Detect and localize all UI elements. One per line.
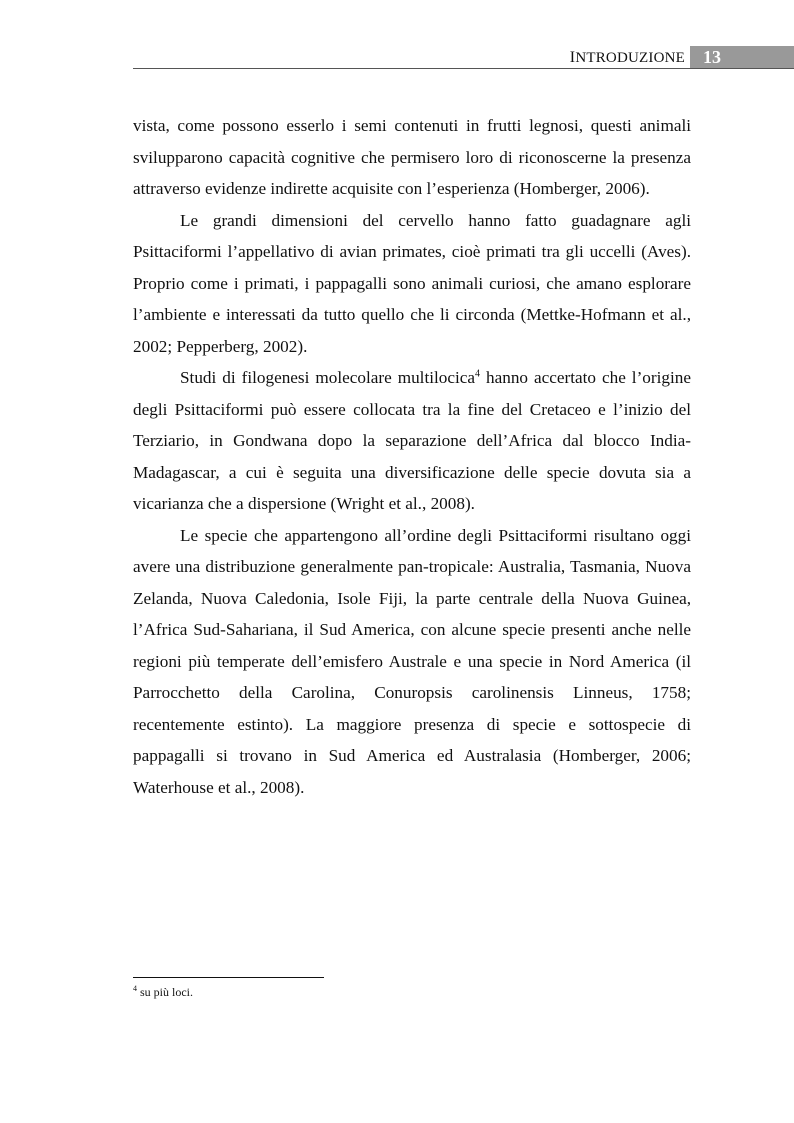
footnote-text: su più loci.	[137, 985, 193, 999]
footnote	[133, 985, 193, 1000]
page-number: 13	[703, 47, 721, 67]
header-title-initial: I	[569, 49, 576, 66]
paragraph-2: Le grandi dimensioni del cervello hanno fatto guadagnare agli Psittaciformi l’appellativo di avian primates, cioè primati tra gli uccelli (Aves). Proprio come i primati, i pappagalli sono animali curiosi, che amano esplorare l’ambiente e interessati da tutto quello che li circonda (Mettke-Hofmann et al., 2002; Pepperberg, 2002).	[133, 210, 691, 356]
page-number-box	[690, 46, 794, 68]
paragraph-3	[133, 362, 691, 520]
paragraph-4: Le specie che appartengono all’ordine degli Psittaciformi risultano oggi avere una distribuzione generalmente pan-tropicale: Australia, Tasmania, Nuova Zelanda, Nuova Caledonia, Isole Fiji, la parte centrale della Nuova Guinea, l’Africa Sud-Sahariana, il Sud America, con alcune specie presenti anche nelle regioni più temperate dell’emisfero Australe e una specie in Nord America (il Parrocchetto della Carolina, Conuropsis carolinensis Linneus, 1758; recentemente estinto). La maggiore presenza di specie e sottospecie di pappagalli si trovano in Sud America ed Australasia (Homberger, 2006; Waterhouse et al., 2008).	[133, 525, 691, 797]
main-text	[133, 110, 691, 803]
paragraph-3-text-end: hanno accertato che l’origine degli Psittaciformi può essere collocata tra la fine del Cretaceo e l’inizio del Terziario, in Gondwana dopo la separazione dell’Africa dal blocco India-Madagascar, a cui è seguita una diversificazione delle specie dovuta sia a vicarianza che a dispersione (Wright et al., 2008).	[133, 368, 691, 513]
paragraph-1: vista, come possono esserlo i semi contenuti in frutti legnosi, questi animali svilupparono capacità cognitive che permisero loro di riconoscerne la presenza attraverso evidenze indirette acquisite con l’esperienza (Homberger, 2006).	[133, 116, 691, 198]
footnote-rule	[133, 977, 324, 978]
paragraph-3-text-start: Studi di filogenesi molecolare multilocica	[180, 368, 476, 387]
running-header-title	[570, 49, 685, 67]
header-title-rest: NTRODUZIONE	[575, 50, 685, 66]
header-rule	[133, 68, 794, 69]
footnote-reference: 4	[475, 368, 481, 380]
footnote-mark: 4	[133, 984, 137, 993]
